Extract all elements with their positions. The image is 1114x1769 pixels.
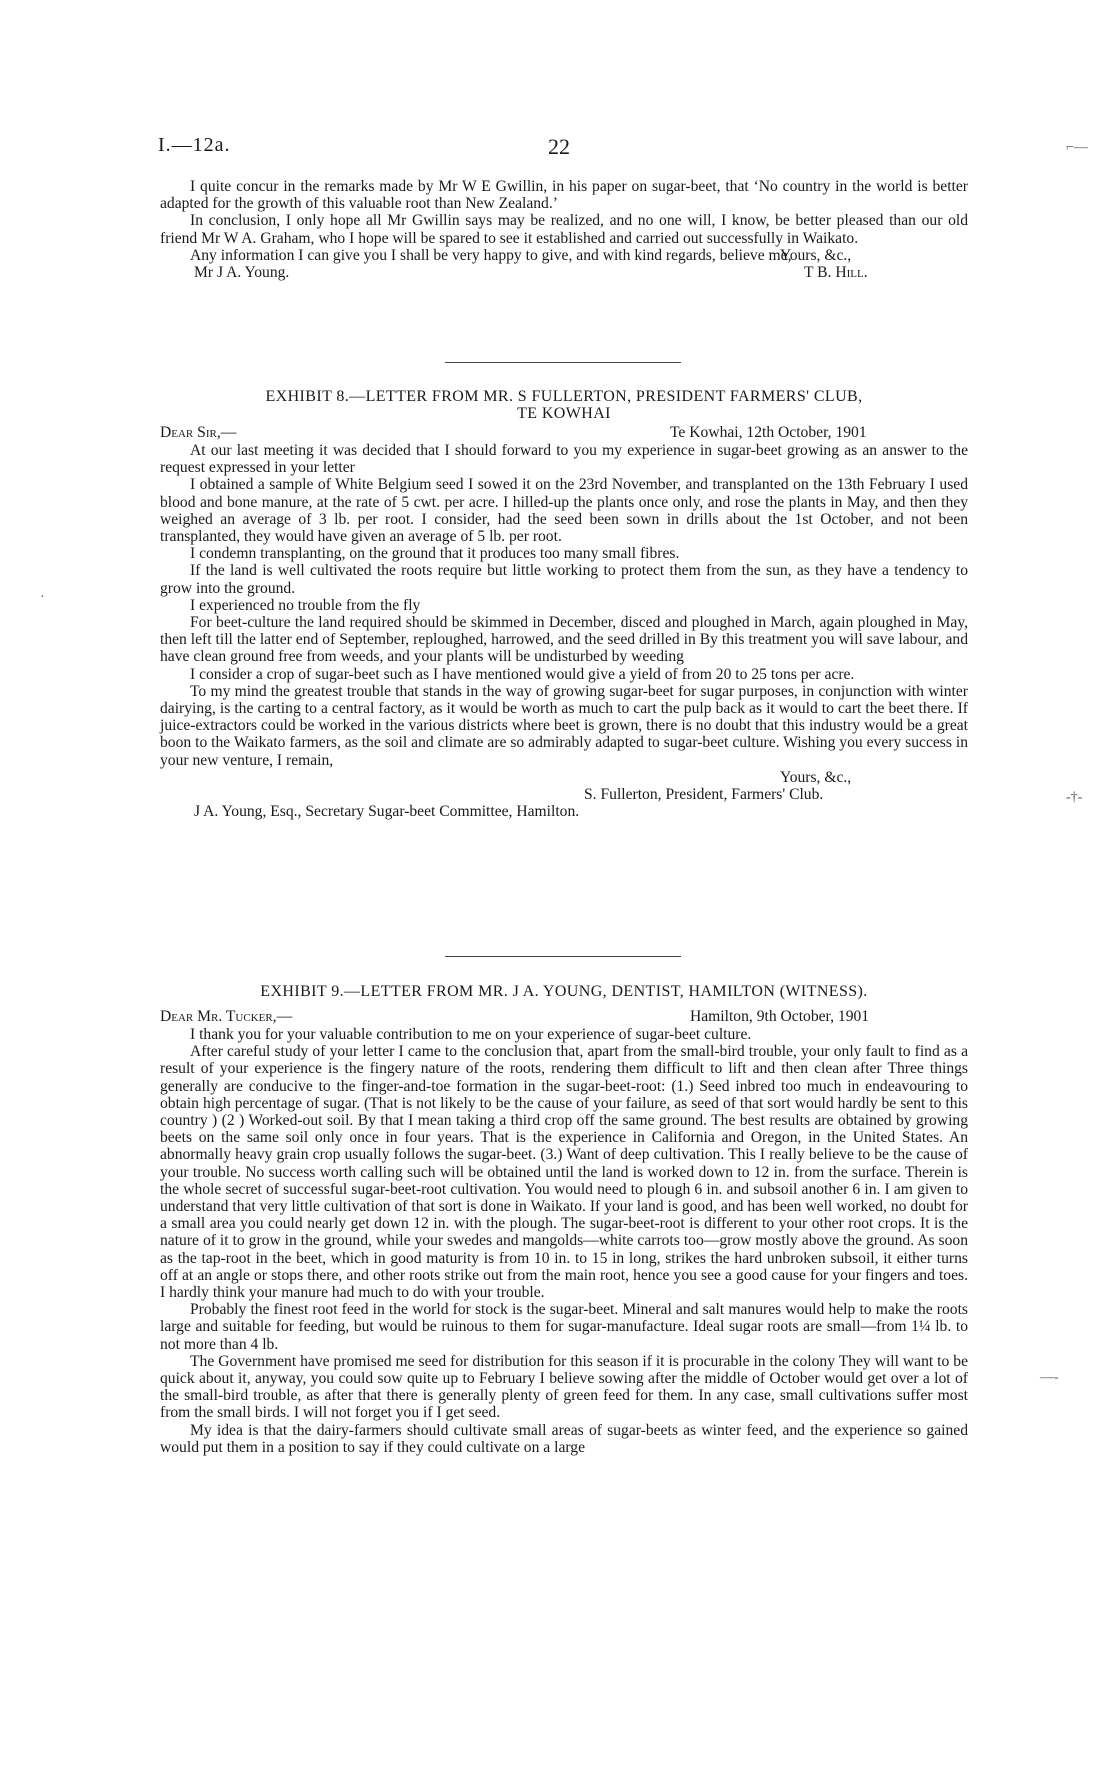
exhibit8-title-line1: EXHIBIT 8.—LETTER FROM MR. S FULLERTON, PRESIDENT FARMERS' CLUB,: [265, 388, 863, 405]
margin-mark: -†-: [1066, 790, 1083, 805]
paragraph: The Government have promised me seed for distribution for this season if it is procurable in the colony They will want to be quick about it, anyway, you could sow quite up to February I believe sowing after the middle of October would get over a lot of the small-bird trouble, as after that there is generally plenty of green feed for them. In any case, small cultivations suffer most from the small birds. I will not forget you if I get seed.: [160, 1352, 968, 1422]
document-reference: I.—12a.: [158, 134, 231, 156]
closing: Yours, &c.,: [780, 246, 852, 264]
exhibit9-letter: [160, 1008, 968, 1456]
paragraph: At our last meeting it was decided that I should forward to you my experience in sugar-beet growing as an answer to the request expressed in your letter: [160, 442, 968, 477]
signature: S. Fullerton, President, Farmers' Club.: [584, 786, 824, 804]
paragraph: In conclusion, I only hope all Mr Gwillin says may be realized, and no one will, I know, be better pleased than our old friend Mr W A. Graham, who I hope will be spared to see it established and carried out successfully in Waikato.: [160, 212, 968, 247]
paragraph: I quite concur in the remarks made by Mr W E Gwillin, in his paper on sugar-beet, that ‘No country in the world is better adapted for the growth of this valuable root than New Zealand.’: [160, 178, 968, 213]
place-date: Hamilton, 9th October, 1901: [690, 1008, 870, 1025]
paragraph: Any information I can give you I shall be very happy to give, and with kind regards, believe me,: [190, 246, 792, 264]
paragraph: Probably the finest root feed in the world for stock is the sugar-beet. Mineral and salt manures would help to make the roots large and suitable for feeding, but would be ruinous to them for sugar-manufacture. Ideal sugar roots are small—from 1¼ lb. to not more than 4 lb.: [160, 1301, 968, 1353]
section-rule: [445, 362, 681, 363]
addressee: J A. Young, Esq., Secretary Sugar-beet Committee, Hamilton.: [194, 803, 580, 821]
margin-mark: —‑: [1040, 1370, 1059, 1385]
paragraph: I experienced no trouble from the fly: [190, 596, 421, 614]
paragraph: I consider a crop of sugar-beet such as I have mentioned would give a yield of from 20 to 25 tons per acre.: [190, 665, 855, 683]
addressee: Mr J A. Young.: [194, 264, 290, 282]
margin-mark: ⌐—: [1066, 140, 1088, 155]
page-number: 22: [548, 134, 570, 159]
salutation: Dear Sir,—: [160, 424, 237, 441]
salutation: Dear Mr. Tucker,—: [160, 1008, 293, 1025]
paragraph: My idea is that the dairy-farmers should cultivate small areas of sugar-beets as winter feed, and the experience so gained would put them in a position to say if they could cultivate on a large: [160, 1421, 968, 1456]
paragraph: For beet-culture the land required should be skimmed in December, disced and ploughed in March, again ploughed in May, then left till the latter end of September, reploughed, harrowed, and the seed drilled in By this treatment you will save labour, and have clean ground free from weeds, and your plants will be undisturbed by weeding: [160, 614, 968, 666]
exhibit9-title: EXHIBIT 9.—LETTER FROM MR. J A. YOUNG, DENTIST, HAMILTON (WITNESS).: [260, 983, 868, 1000]
exhibit8-title-line2: TE KOWHAI: [517, 405, 611, 422]
paragraph: To my mind the greatest trouble that stands in the way of growing sugar-beet for sugar purposes, in conjunction with winter dairying, is the carting to a central factory, as it would be worth as much to cart the pulp back as it would to cart the beet there. If juice-extractors could be worked in the various districts where beet is grown, there is no doubt that this industry would be a great boon to the Waikato farmers, as the soil and climate are so admirably adapted to sugar-beet culture. Wishing you every success in your new venture, I remain,: [160, 682, 968, 769]
section-rule: [445, 956, 681, 957]
place-date: Te Kowhai, 12th October, 1901: [670, 424, 867, 441]
signature: T B. Hill.: [804, 264, 868, 282]
paragraph: I obtained a sample of White Belgium seed I sowed it on the 23rd November, and transplanted on the 13th February I used blood and bone manure, at the rate of 5 cwt. per acre. I hilled-up the plants once only, and rose the plants in May, and then they weighed an average of 3 lb. per root. I consider, had the seed been sown in drills about the 1st October, and not been transplanted, they would have given an average of 5 lb. per root.: [160, 476, 968, 546]
exhibit8-letter: [160, 424, 968, 820]
paragraph: After careful study of your letter I came to the conclusion that, apart from the small-bird trouble, your only fault to find as a result of your experience is the fingery nature of the roots, rendering them difficult to lift and then clean after Three things generally are conducive to the finger-and-toe formation in the sugar-beet-root: (1.) Seed inbred too much in endeavouring to obtain high percentage of sugar. (That is not likely to be the cause of your failure, as seed of that sort would hardly be sent to this country ) (2 ) Worked-out soil. By that I mean taking a third crop off the same ground. The best results are obtained by growing beets on the same soil only once in four years. That is the experience in California and Oregon, in the United States. An abnormally heavy grain crop usually follows the sugar-beet. (3.) Want of deep cultivation. This I really believe to be the cause of your trouble. No success worth calling such will be obtained until the land is worked down to 12 in. from the surface. Therein is the whole secret of successful sugar-beet-root cultivation. You would need to plough 6 in. and subsoil another 6 in. I am given to understand that very little cultivation of that sort is done in Waikato. If your land is good, and has been well worked, no doubt for a small area you could nearly get down 12 in. with the plough. The sugar-beet-root is different to your other root crops. It is the nature of it to grow in the ground, while your swedes and mangolds—white carrots too—grow mostly above the ground. As soon as the tap-root in the beet, which in good maturity is from 10 in. to 15 in long, strikes the hard unbroken subsoil, it either turns off at an angle or stops there, and other roots strike out from the main root, hence you see a good cause for your fingers and toes. I hardly think your manure had much to do with your trouble.: [160, 1043, 968, 1302]
paragraph: I condemn transplanting, on the ground that it produces too many small fibres.: [190, 545, 680, 563]
margin-mark: ·: [40, 590, 45, 605]
hill-letter: [160, 178, 968, 281]
closing: Yours, &c.,: [780, 768, 852, 786]
paragraph: If the land is well cultivated the roots require but little working to protect them from the sun, as they have a tendency to grow into the ground.: [160, 562, 968, 597]
exhibit8-title: [160, 388, 968, 422]
paragraph: I thank you for your valuable contribution to me on your experience of sugar-beet culture.: [190, 1026, 752, 1043]
